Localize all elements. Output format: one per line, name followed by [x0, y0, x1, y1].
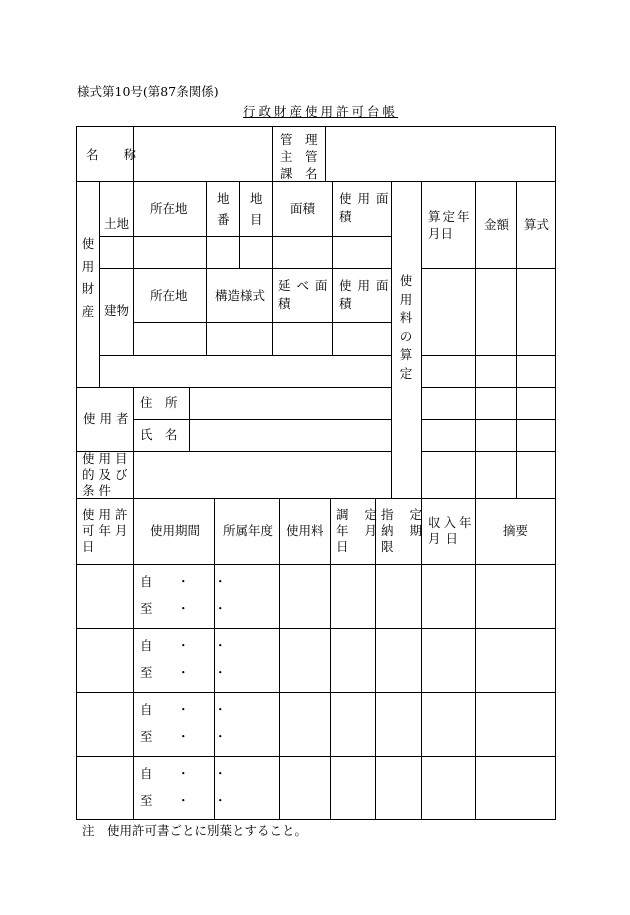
adjust-date-header-2: 年月	[336, 523, 394, 538]
permit-date-header-3: 日	[82, 539, 95, 554]
purpose-label-1: 使用目	[82, 451, 132, 466]
permit-date-header-1: 使用許	[82, 507, 132, 522]
fee-calc-label: 使 用 料 の 算 定	[399, 273, 413, 381]
due-date-header-1: 指定	[381, 507, 439, 522]
amount-header: 金額	[484, 217, 510, 232]
name-label: 名 称	[86, 147, 137, 162]
building-location-header: 所在地	[150, 288, 188, 303]
due-date-header-2: 納期	[381, 523, 439, 538]
chimoku-header-2: 目	[250, 212, 263, 227]
building-label: 建物	[104, 303, 130, 318]
adjust-date-header-3: 日	[336, 539, 349, 554]
period-row-3-from: 自 ・ ・	[140, 702, 233, 717]
receipt-date-header-2: 月日	[428, 531, 464, 546]
land-label: 土地	[104, 216, 130, 231]
user-label: 使用者	[83, 411, 133, 426]
receipt-date-header-1: 収入年	[428, 515, 475, 530]
building-use-area-header-1: 使用面	[339, 278, 395, 293]
kanri-line-2: 主 管	[280, 149, 318, 164]
address-label: 住 所	[140, 395, 178, 410]
chimoku-header-1: 地	[250, 191, 263, 206]
purpose-label-2: 的及び	[82, 467, 132, 482]
page-title: 行政財産使用許可台帳	[243, 104, 399, 119]
land-use-area-header-1: 使用面	[339, 191, 395, 206]
period-header: 使用期間	[150, 523, 201, 538]
floor-area-header-2: 積	[278, 296, 291, 311]
period-row-1-from: 自 ・ ・	[140, 574, 233, 589]
building-use-area-header-2: 積	[339, 296, 352, 311]
period-row-2-from: 自 ・ ・	[140, 638, 233, 653]
period-row-1-to: 至 ・ ・	[140, 601, 233, 616]
fee-header: 使用料	[286, 523, 324, 538]
remarks-header: 摘要	[503, 523, 529, 538]
period-row-3-to: 至 ・ ・	[140, 729, 233, 744]
period-row-2-to: 至 ・ ・	[140, 665, 233, 680]
formula-header: 算式	[524, 217, 550, 232]
land-use-area-header-2: 積	[339, 209, 352, 224]
chiban-header-1: 地	[217, 191, 230, 206]
land-area-header: 面積	[290, 201, 316, 216]
due-date-header-3: 限	[381, 539, 394, 554]
kanri-line-1: 管 理	[280, 132, 318, 147]
chiban-header-2: 番	[217, 212, 230, 227]
adjust-date-header-1: 調定	[336, 507, 394, 522]
land-location-header: 所在地	[150, 201, 188, 216]
floor-area-header-1: 延べ面	[278, 278, 334, 293]
calc-date-header-2: 月日	[428, 226, 454, 241]
calc-date-header-1: 算定年	[428, 209, 472, 224]
kanri-line-3: 課 名	[280, 166, 318, 181]
period-row-4-to: 至 ・ ・	[140, 793, 233, 808]
permit-date-header-2: 可年月	[82, 523, 132, 538]
form-number: 様式第10号(第87条関係)	[77, 84, 219, 99]
property-section-label: 使 用 財 産	[81, 236, 95, 319]
structure-header: 構造様式	[215, 288, 266, 303]
user-name-label: 氏 名	[140, 427, 178, 442]
footnote: 注 使用許可書ごとに別葉とすること。	[82, 823, 308, 838]
period-row-4-from: 自 ・ ・	[140, 766, 233, 781]
purpose-label-3: 条件	[82, 483, 116, 498]
fiscal-year-header: 所属年度	[223, 523, 274, 538]
